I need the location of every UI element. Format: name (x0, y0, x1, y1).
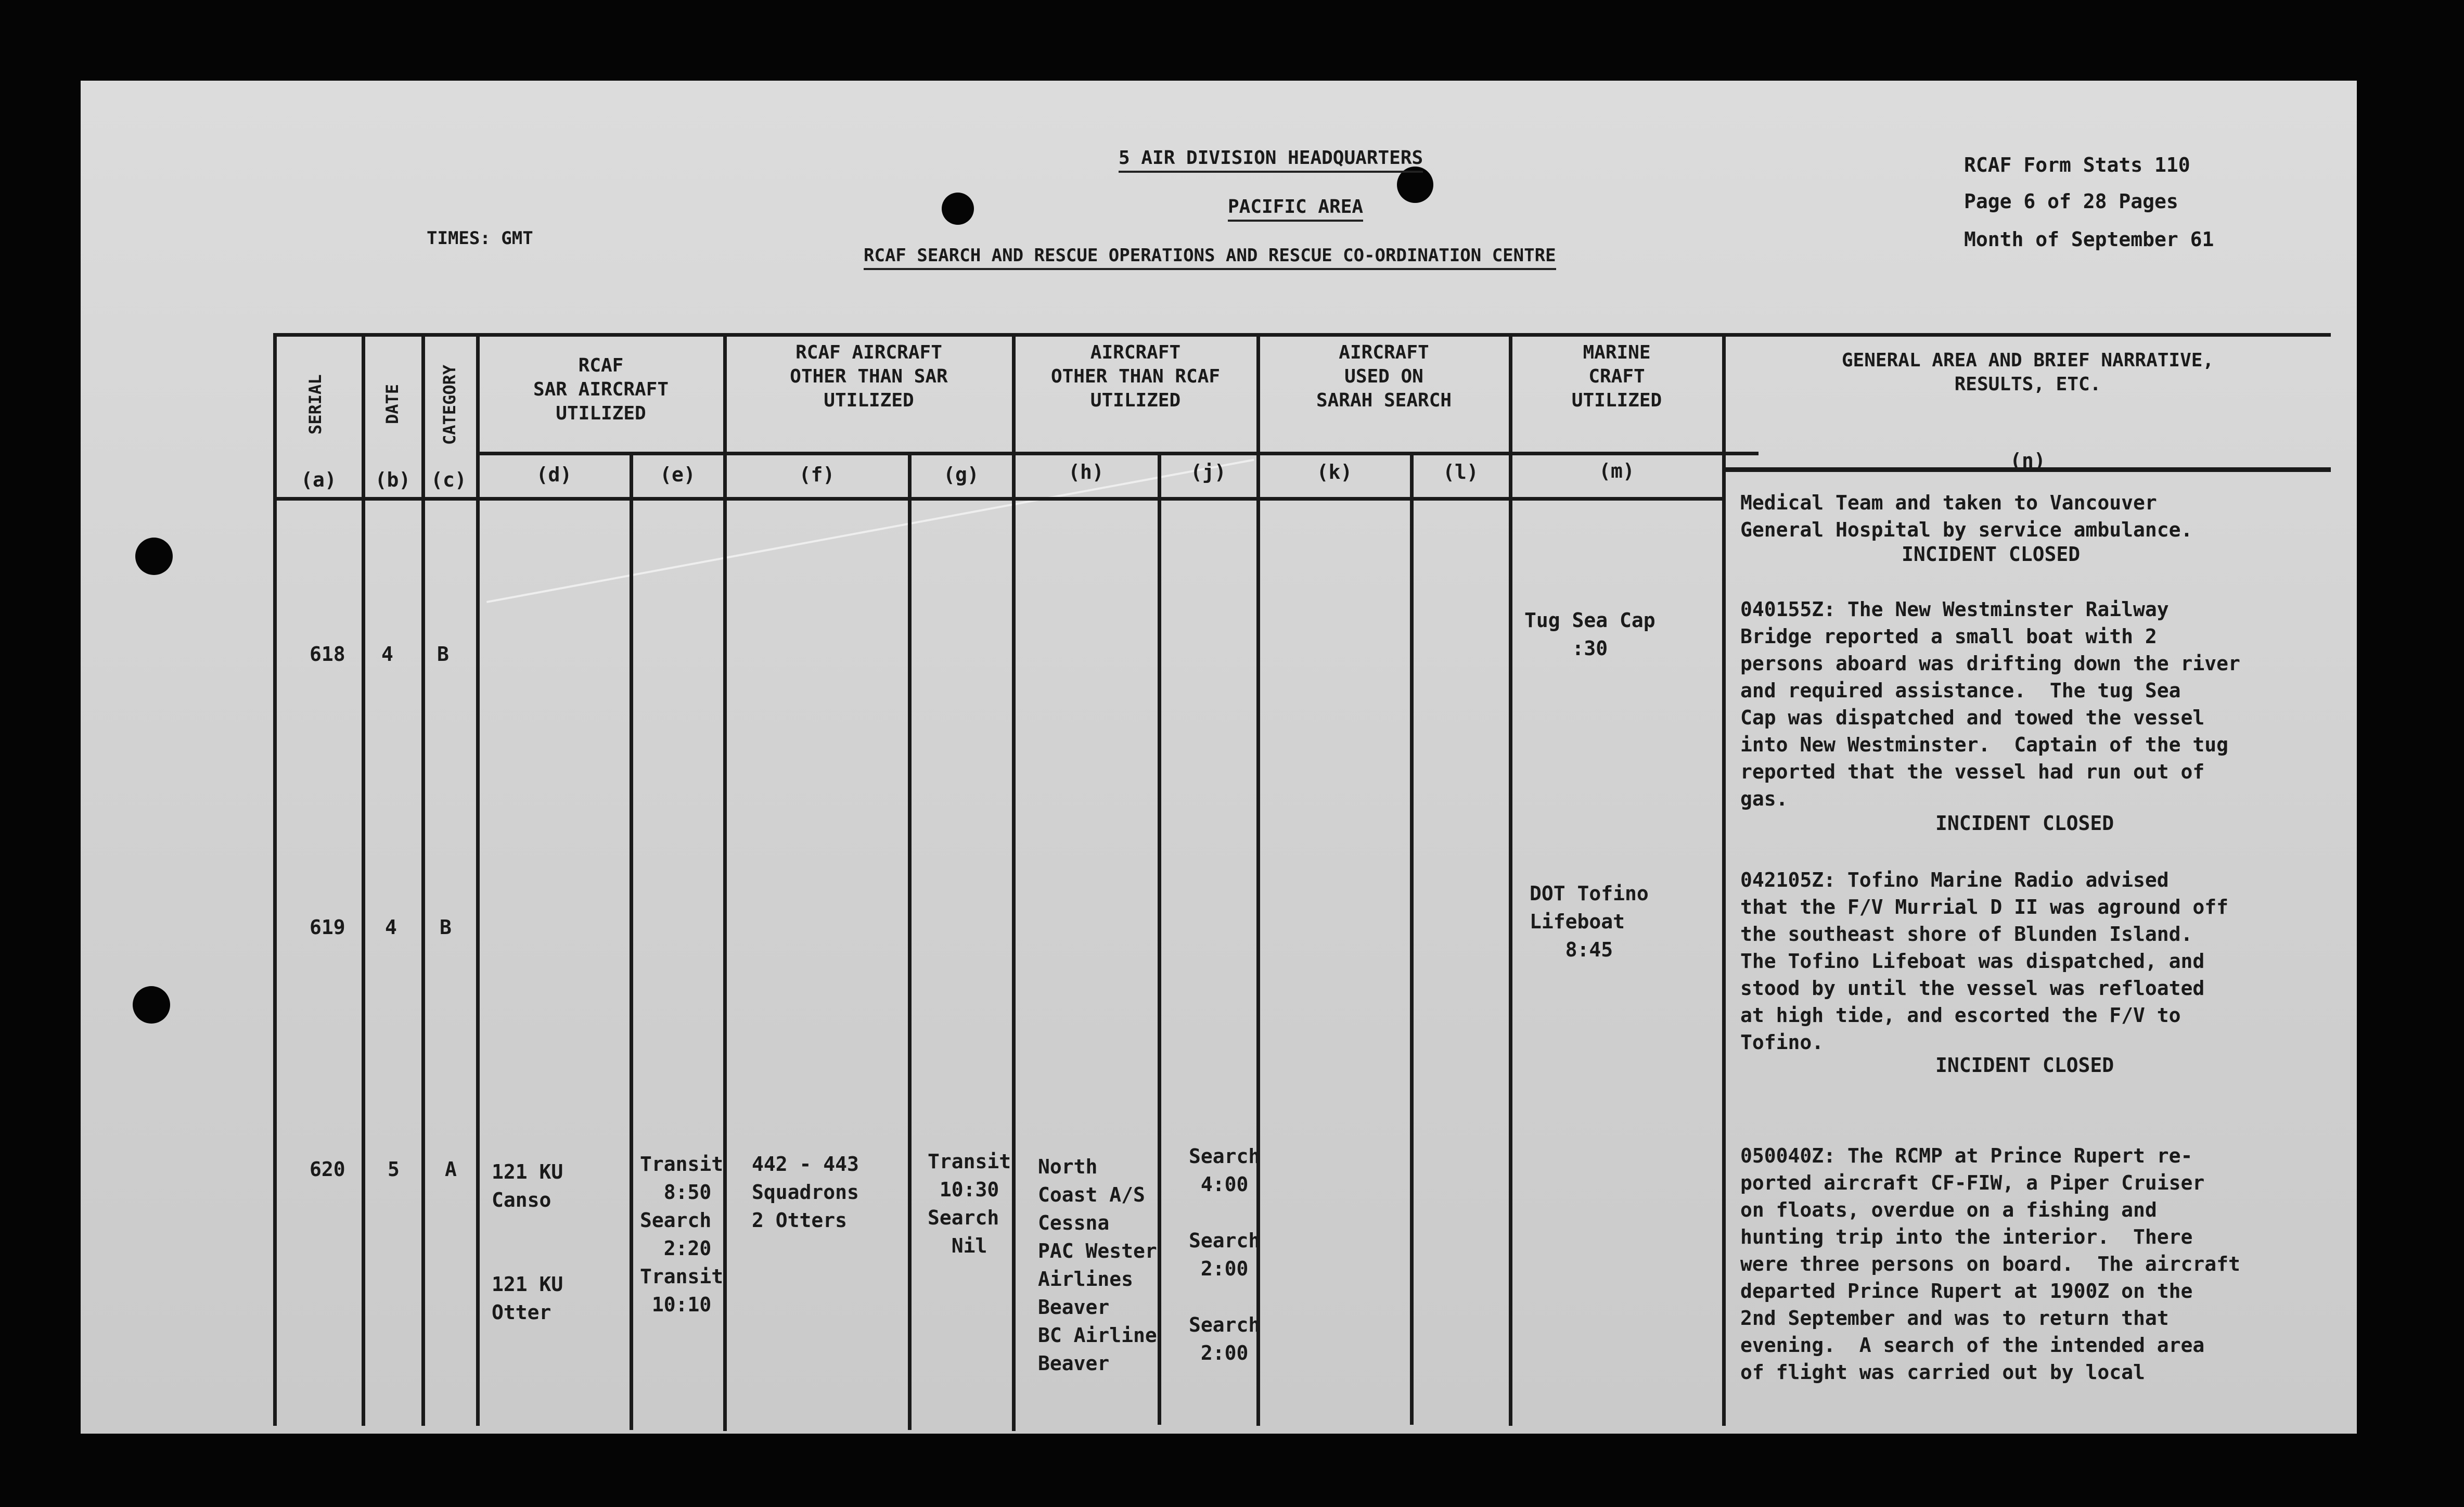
col-letter-d: (d) (536, 463, 572, 486)
punch-hole (133, 986, 170, 1024)
col-rule-f (723, 333, 727, 1431)
row-618-marine: Tug Sea Cap :30 (1524, 609, 1656, 660)
col-letter-f: (f) (799, 463, 835, 486)
col-header-serial: SERIAL (305, 374, 325, 435)
col-rule-h (1012, 333, 1016, 1431)
col-rule-e (630, 452, 633, 1430)
col-rule-d (476, 333, 480, 1426)
continuation-text: Medical Team and taken to Vancouver General Hospital by service ambulance. (1740, 491, 2193, 541)
punch-hole (135, 538, 173, 575)
col-header-rcaf-other-text: RCAF AIRCRAFT OTHER THAN SAR UTILIZED (790, 342, 948, 411)
row-620-narrative: 050040Z: The RCMP at Prince Rupert re- ported aircraft CF-FIW, a Piper Cruiser on floats, overdue on a fishing and hunting trip into the interior. There were three persons on board. The aircraft departed Prince Rupert at 1900Z on the 2nd September and was to return that evening. A search of the intended area of flight was carried out by local (1740, 1144, 2240, 1384)
row-618-date: 4 (381, 643, 393, 666)
col-header-marine (1511, 341, 1722, 413)
col-letter-b: (b) (375, 468, 411, 491)
document-page (81, 81, 2357, 1434)
col-header-aircraft-other-text: AIRCRAFT OTHER THAN RCAF UTILIZED (1050, 342, 1221, 411)
col-rule-m (1509, 333, 1512, 1426)
col-header-category: CATEGORY (440, 364, 459, 445)
col-rule-n (1722, 333, 1726, 1426)
col-header-aircraft-other (1015, 341, 1256, 413)
row-618-category: B (437, 643, 449, 666)
col-letter-l: (l) (1443, 461, 1479, 483)
col-header-sarah (1259, 341, 1509, 413)
form-number: RCAF Form Stats 110 (1964, 154, 2190, 176)
row-620-rcaf-other-hours: Transit 10:30 Search Nil (928, 1150, 1011, 1257)
row-619-serial: 619 (310, 916, 345, 939)
col-letter-h: (h) (1068, 461, 1104, 483)
col-letter-a: (a) (301, 468, 337, 491)
row-620-serial: 620 (310, 1158, 345, 1181)
row-618-closed: INCIDENT CLOSED (1935, 812, 2114, 835)
col-rule-c (421, 333, 425, 1426)
report-month: Month of September 61 (1964, 228, 2214, 251)
col-letter-g: (g) (943, 463, 979, 486)
row-619-date: 4 (385, 916, 397, 939)
col-rule-l (1410, 452, 1414, 1425)
header-area: PACIFIC AREA (1228, 196, 1363, 222)
row-619-narrative: 042105Z: Tofino Marine Radio advised that the F/V Murrial D II was aground off the southeast shore of Blunden Island. The Tofino Lifeboat was dispatched, and stood by until the vessel was refloated at high tide, and escorted the F/V to Tofino. (1740, 869, 2228, 1054)
table-subhead-rule (476, 452, 1759, 455)
row-620-category: A (445, 1158, 457, 1181)
row-618-serial: 618 (310, 643, 345, 666)
row-620-rcaf-sar-hours: Transit 8:50 Search 2:20 Transit 10:10 (640, 1153, 724, 1316)
header-division: 5 AIR DIVISION HEADQUARTERS (1119, 147, 1423, 173)
col-letter-m: (m) (1599, 459, 1635, 482)
header-centre: RCAF SEARCH AND RESCUE OPERATIONS AND RESCUE CO-ORDINATION CENTRE (864, 245, 1556, 270)
times-label: TIMES: GMT (427, 228, 533, 249)
table-top-rule (273, 333, 2331, 337)
col-rule-a (273, 333, 277, 1426)
row-619-marine: DOT Tofino Lifeboat 8:45 (1530, 882, 1649, 961)
col-header-date: DATE (382, 384, 402, 424)
table-head-bottom-rule (273, 497, 1722, 501)
page-number: Page 6 of 28 Pages (1964, 190, 2178, 213)
row-620-rcaf-other-aircraft: 442 - 443 Squadrons 2 Otters (752, 1153, 859, 1232)
col-rule-g (908, 452, 912, 1430)
col-header-rcaf-sar-text: RCAF SAR AIRCRAFT UTILIZED (533, 355, 669, 424)
row-620-aircraft-other-hours: Search 4:00 Search 2:00 Search 2:00 (1189, 1145, 1261, 1364)
row-619-category: B (440, 916, 452, 939)
row-620-aircraft-other: North Coast A/S Cessna PAC Wester Airlines Beaver BC Airline Beaver (1038, 1155, 1157, 1375)
row-618-narrative: 040155Z: The New Westminster Railway Bridge reported a small boat with 2 persons aboard was drifting down the river and required assistance. The tug Sea Cap was dispatched and towed the vessel into New Westminster. Captain of the tug reported that the vessel had run out of gas. (1740, 598, 2240, 810)
col-header-marine-text: MARINE CRAFT UTILIZED (1571, 342, 1662, 411)
col-letter-j: (j) (1190, 461, 1226, 483)
col-header-sarah-text: AIRCRAFT USED ON SARAH SEARCH (1316, 342, 1452, 411)
continuation-closed: INCIDENT CLOSED (1902, 543, 2081, 566)
col-letter-n: (n) (2010, 449, 2046, 472)
row-619-closed: INCIDENT CLOSED (1935, 1054, 2114, 1077)
punch-hole (942, 193, 974, 225)
col-rule-b (362, 333, 365, 1426)
row-620-date: 5 (388, 1158, 400, 1181)
col-letter-k: (k) (1316, 461, 1353, 483)
col-rule-j (1158, 452, 1161, 1425)
col-header-narrative (1725, 349, 2331, 397)
col-header-rcaf-sar (479, 354, 723, 426)
col-header-narrative-text: GENERAL AREA AND BRIEF NARRATIVE, RESULTS, ETC. (1841, 350, 2214, 395)
row-620-rcaf-sar-aircraft: 121 KU Canso 121 KU Otter (492, 1160, 563, 1324)
col-letter-e: (e) (660, 463, 696, 486)
col-letter-c: (c) (431, 468, 467, 491)
col-header-rcaf-other (726, 341, 1012, 413)
